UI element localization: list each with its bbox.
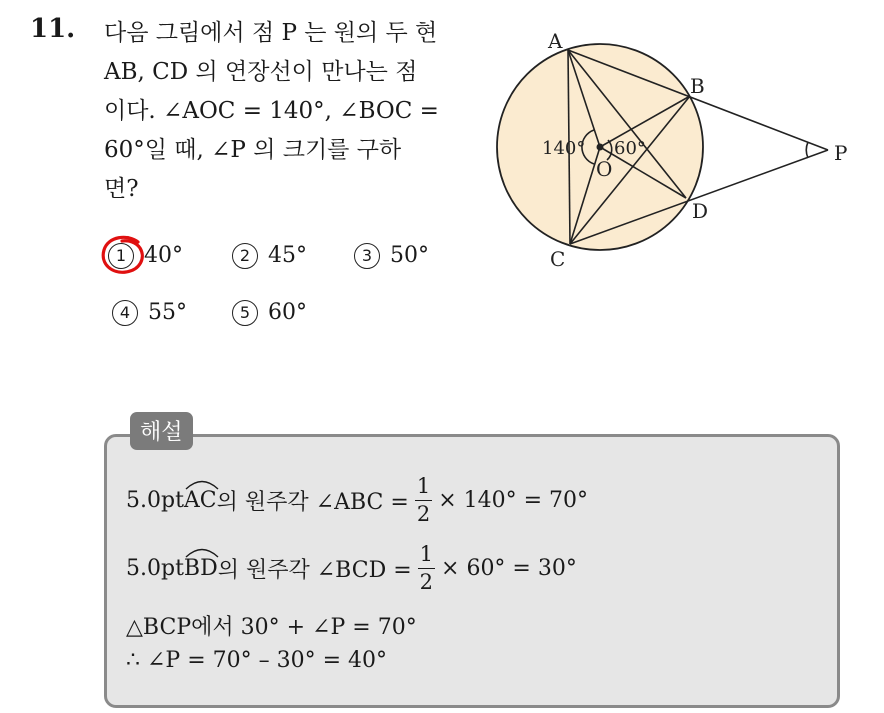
arc-symbol: [184, 478, 220, 490]
fraction-half: $\frac{1}{2}$: [419, 541, 434, 594]
problem-text-line-1: 다음 그림에서 점 P 는 원의 두 현: [104, 20, 438, 46]
problem-text-line-2: AB, CD 의 연장선이 만나는 점: [104, 59, 418, 85]
choice-number: 2: [232, 243, 258, 269]
solution-line-2: 5.0pt BD 의 원주각 ∠BCD = $\frac{1}{2}$ × 60° = 30°: [126, 541, 577, 594]
center-point-o: [597, 144, 604, 151]
label-c: C: [550, 247, 566, 271]
choice-value: 40°: [144, 243, 183, 268]
problem-number: 11.: [30, 14, 76, 44]
label-d: D: [692, 199, 709, 223]
choice-value: 45°: [268, 243, 307, 268]
label-p: P: [834, 141, 848, 165]
label-angle-140: 140°: [542, 138, 586, 159]
solution-tag: 해설: [130, 412, 193, 450]
arc-ac: AC: [184, 488, 217, 513]
angle-arc-p: [806, 142, 808, 158]
choice-value: 60°: [268, 300, 307, 325]
arc-symbol: [184, 546, 220, 558]
problem-text-line-5: 면?: [104, 176, 139, 202]
choice-3[interactable]: [354, 243, 429, 269]
choice-value: 50°: [390, 243, 429, 268]
label-b: B: [690, 74, 705, 98]
arc-bd: BD: [184, 556, 218, 581]
circle-diagram: [490, 20, 870, 275]
choice-number: 3: [354, 243, 380, 269]
solution-line-4: ∴ ∠P = 70° – 30° = 40°: [126, 648, 388, 673]
choice-number: 5: [232, 300, 258, 326]
choice-number: 1: [108, 243, 134, 269]
problem-text-line-4: 60°일 때, ∠P 의 크기를 구하: [104, 137, 402, 163]
solution-line-3: △BCP에서 30° + ∠P = 70°: [126, 615, 417, 640]
label-a: A: [548, 29, 563, 53]
solution-line-1: 5.0pt AC 의 원주각 ∠ABC = $\frac{1}{2}$ × 140° = 70°: [126, 473, 589, 526]
choice-number: 4: [112, 300, 138, 326]
problem-text-line-3: 이다. ∠AOC = 140°, ∠BOC =: [104, 98, 439, 124]
answer-mark-red-circle: [98, 232, 152, 276]
choice-5[interactable]: [232, 300, 307, 326]
label-angle-60: 60°: [614, 138, 646, 159]
label-o: O: [596, 157, 613, 181]
choice-value: 55°: [148, 300, 187, 325]
choice-4[interactable]: [112, 300, 187, 326]
choice-2[interactable]: [232, 243, 307, 269]
fraction-half: $\frac{1}{2}$: [416, 473, 431, 526]
